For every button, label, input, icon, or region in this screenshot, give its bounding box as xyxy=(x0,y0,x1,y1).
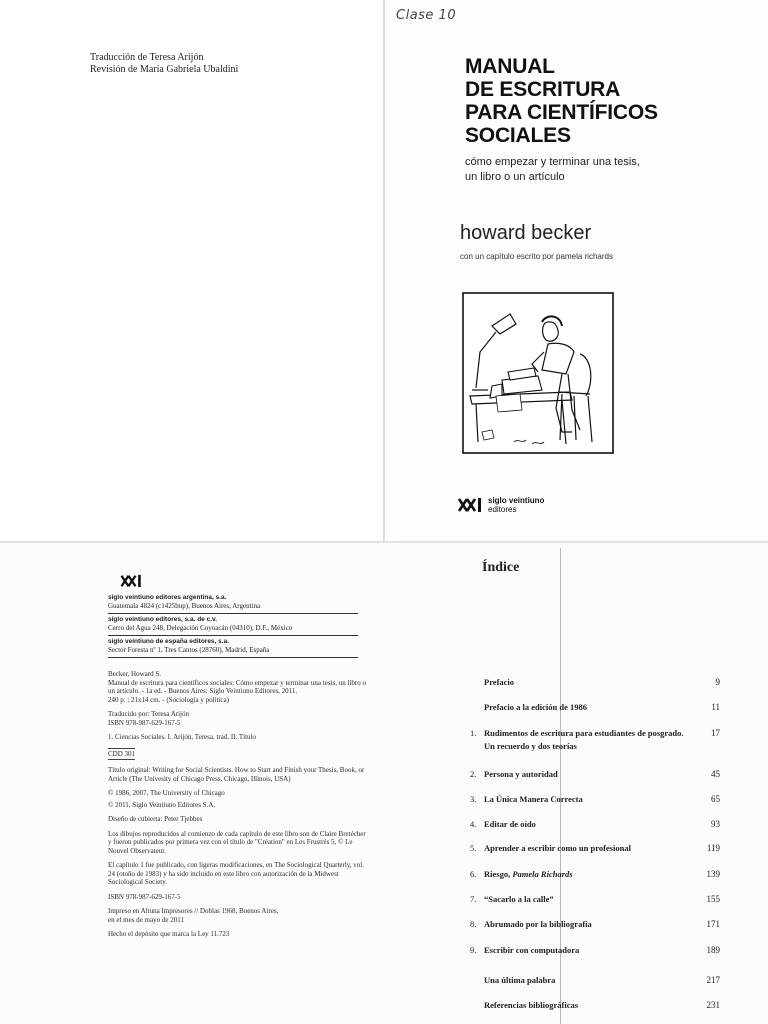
subtitle-line: cómo empezar y terminar una tesis, xyxy=(465,156,640,168)
toc-entry-page: 119 xyxy=(706,843,720,853)
publisher-entry-address: Guatemala 4824 (c1425bup), Buenos Aires, Argentina xyxy=(108,602,261,610)
cataloging-data xyxy=(108,670,368,945)
toc-entry-label: Aprender a escribir como un profesional xyxy=(484,843,631,853)
toc-entry-label: Una última palabra xyxy=(484,975,556,985)
cover-illustration xyxy=(462,292,614,454)
handwritten-note: Clase 10 xyxy=(396,8,457,23)
toc-entry-author: Pamela Richards xyxy=(512,869,573,879)
copyright-line: © 2011, Siglo Veintiuno Editores S.A. xyxy=(108,800,216,809)
publisher-entry xyxy=(108,614,358,636)
toc-entry-page: 93 xyxy=(711,819,720,829)
publisher-entry-name: siglo veintiuno editores, s.a. de c.v. xyxy=(108,616,217,623)
drawings-note: Los dibujos reproducidos al comienzo de cada capítulo de este libro son de Claire Bretécher y fueron publicados por primera vez con el título de "Création" en Les Frustrés 5, © Le Nouvel Observateur. xyxy=(108,829,366,855)
toc-entry-number: 9. xyxy=(470,945,477,955)
copyright-line: © 1986, 2007, The University of Chicago xyxy=(108,789,225,797)
toc-entry-number: 5. xyxy=(470,843,477,853)
toc-entry-label: Persona y autoridad xyxy=(484,769,558,779)
publisher-entry-address: Sector Foresta nº 1, Tres Cantos (28760), Madrid, España xyxy=(108,646,270,654)
toc-entry-page: 171 xyxy=(706,919,720,929)
revisor-line: Revisión de María Gabriela Ubaldini xyxy=(90,64,239,75)
toc-entry-number: 2. xyxy=(470,769,477,779)
siglo-xxi-logo-icon xyxy=(458,497,484,513)
legal-deposit: Hecho el depósito que marca la Ley 11.723 xyxy=(108,930,230,938)
toc-entry-label: Editar de oído xyxy=(484,819,536,829)
toc-entry-page: 189 xyxy=(706,945,720,955)
subject-headings: 1. Ciencias Sociales. I. Arijón, Teresa, trad. II. Título xyxy=(108,733,256,741)
catalog-record: Becker, Howard S. Manual de escritura para científicos sociales: Cómo empezar y terminar una tesis, un libro o un artículo. - 1a ed. - Buenos Aires: Siglo Veintiuno Editores, 2011. 240 p. ; 21x14 cm. - (Sociología y política) xyxy=(108,670,366,704)
author-name: howard becker xyxy=(460,222,592,244)
publisher-entry-name: siglo veintiuno editores argentina, s.a. xyxy=(108,594,227,601)
publisher-name: siglo veintiuno xyxy=(488,496,545,505)
publisher-entry-name: siglo veintiuno de españa editores, s.a. xyxy=(108,638,230,645)
toc-entry-label: Rudimentos de escritura para estudiantes de posgrado. Un recuerdo y dos teorías xyxy=(484,728,684,751)
publisher-addresses xyxy=(108,592,358,658)
book-title xyxy=(465,55,755,185)
toc-entry-number: 4. xyxy=(470,819,477,829)
publisher-entry-address: Cerro del Agua 248, Delegación Coyoacán (04310), D.F., México xyxy=(108,624,293,632)
toc-entry-page: 9 xyxy=(715,677,720,687)
scan-divider xyxy=(383,0,385,542)
author-note: con un capítulo escrito por pamela richards xyxy=(460,252,613,261)
publisher-entry xyxy=(108,592,358,614)
toc-entry-page: 17 xyxy=(711,728,720,738)
translation-credits xyxy=(90,52,238,76)
publisher-subtitle: editores xyxy=(488,505,517,514)
toc-entry-label: Prefacio xyxy=(484,677,515,687)
original-title: Título original: Writing for Social Scientists. How to Start and Finish your Thesis, Book, or Article (The Univesity of Chicago Press, Chicago, Illinois, USA) xyxy=(108,766,365,783)
index-title: Índice xyxy=(482,560,520,575)
toc-entry-label: Escribir con computadora xyxy=(484,945,580,955)
toc-entry-label: “Sacarlo a la calle” xyxy=(484,894,554,904)
toc-entry-number: 8. xyxy=(470,919,477,929)
title-line: MANUAL xyxy=(465,55,555,78)
toc-entry-page: 217 xyxy=(706,975,720,985)
title-line: DE ESCRITURA xyxy=(465,78,621,101)
toc-entry-page: 139 xyxy=(706,869,720,879)
toc-entry-page: 11 xyxy=(711,702,720,712)
siglo-xxi-logo-icon xyxy=(120,574,144,588)
toc-entry-number: 6. xyxy=(470,869,477,879)
toc-entry-page: 45 xyxy=(711,769,720,779)
toc-entry-number: 7. xyxy=(470,894,477,904)
toc-entry-label: Abrumado por la bibliografía xyxy=(484,919,592,929)
toc-entry-number: 3. xyxy=(470,794,477,804)
cover-design-credit: Diseño de cubierta: Peter Tjebbes xyxy=(108,815,203,823)
scan-divider xyxy=(0,541,768,543)
printing-info: Impreso en Altuna Impresores // Doblas 1968, Buenos Aires, en el mes de mayo de 2011 xyxy=(108,907,279,924)
page-credits xyxy=(0,0,384,542)
translator-isbn: Traducido por: Teresa Arijón ISBN 978-987-629-167-5 xyxy=(108,710,189,727)
toc-entry-label: Referencias bibliográficas xyxy=(484,1000,579,1010)
toc-entry-page: 155 xyxy=(706,894,720,904)
toc-entry-page: 231 xyxy=(706,1000,720,1010)
cdd-code: CDD 301 xyxy=(108,748,135,761)
publisher-logo xyxy=(458,496,544,514)
isbn-line: ISBN 978-987-629-167-5 xyxy=(108,892,181,901)
toc-entry-number: 1. xyxy=(470,728,477,738)
title-line: PARA CIENTÍFICOS xyxy=(465,101,658,124)
chapter-note: El capítulo 1 fue publicado, con ligeras modificaciones, en The Sociological Quarterly, vol. 24 (otoño de 1983) y ha sido incluido en este libro con autorización de la Midwest Sociological Society. xyxy=(108,861,365,886)
toc-entry-label: La Única Manera Correcta xyxy=(484,794,583,804)
subtitle-line: un libro o un artículo xyxy=(465,171,565,183)
publisher-entry xyxy=(108,636,358,658)
toc-entry-label: Prefacio a la edición de 1986 xyxy=(484,702,588,712)
translator-line: Traducción de Teresa Arijón xyxy=(90,52,204,63)
title-line: SOCIALES xyxy=(465,124,571,147)
toc-entry-label: Riesgo, Pamela Richards xyxy=(484,869,573,879)
toc-entry-page: 65 xyxy=(711,794,720,804)
